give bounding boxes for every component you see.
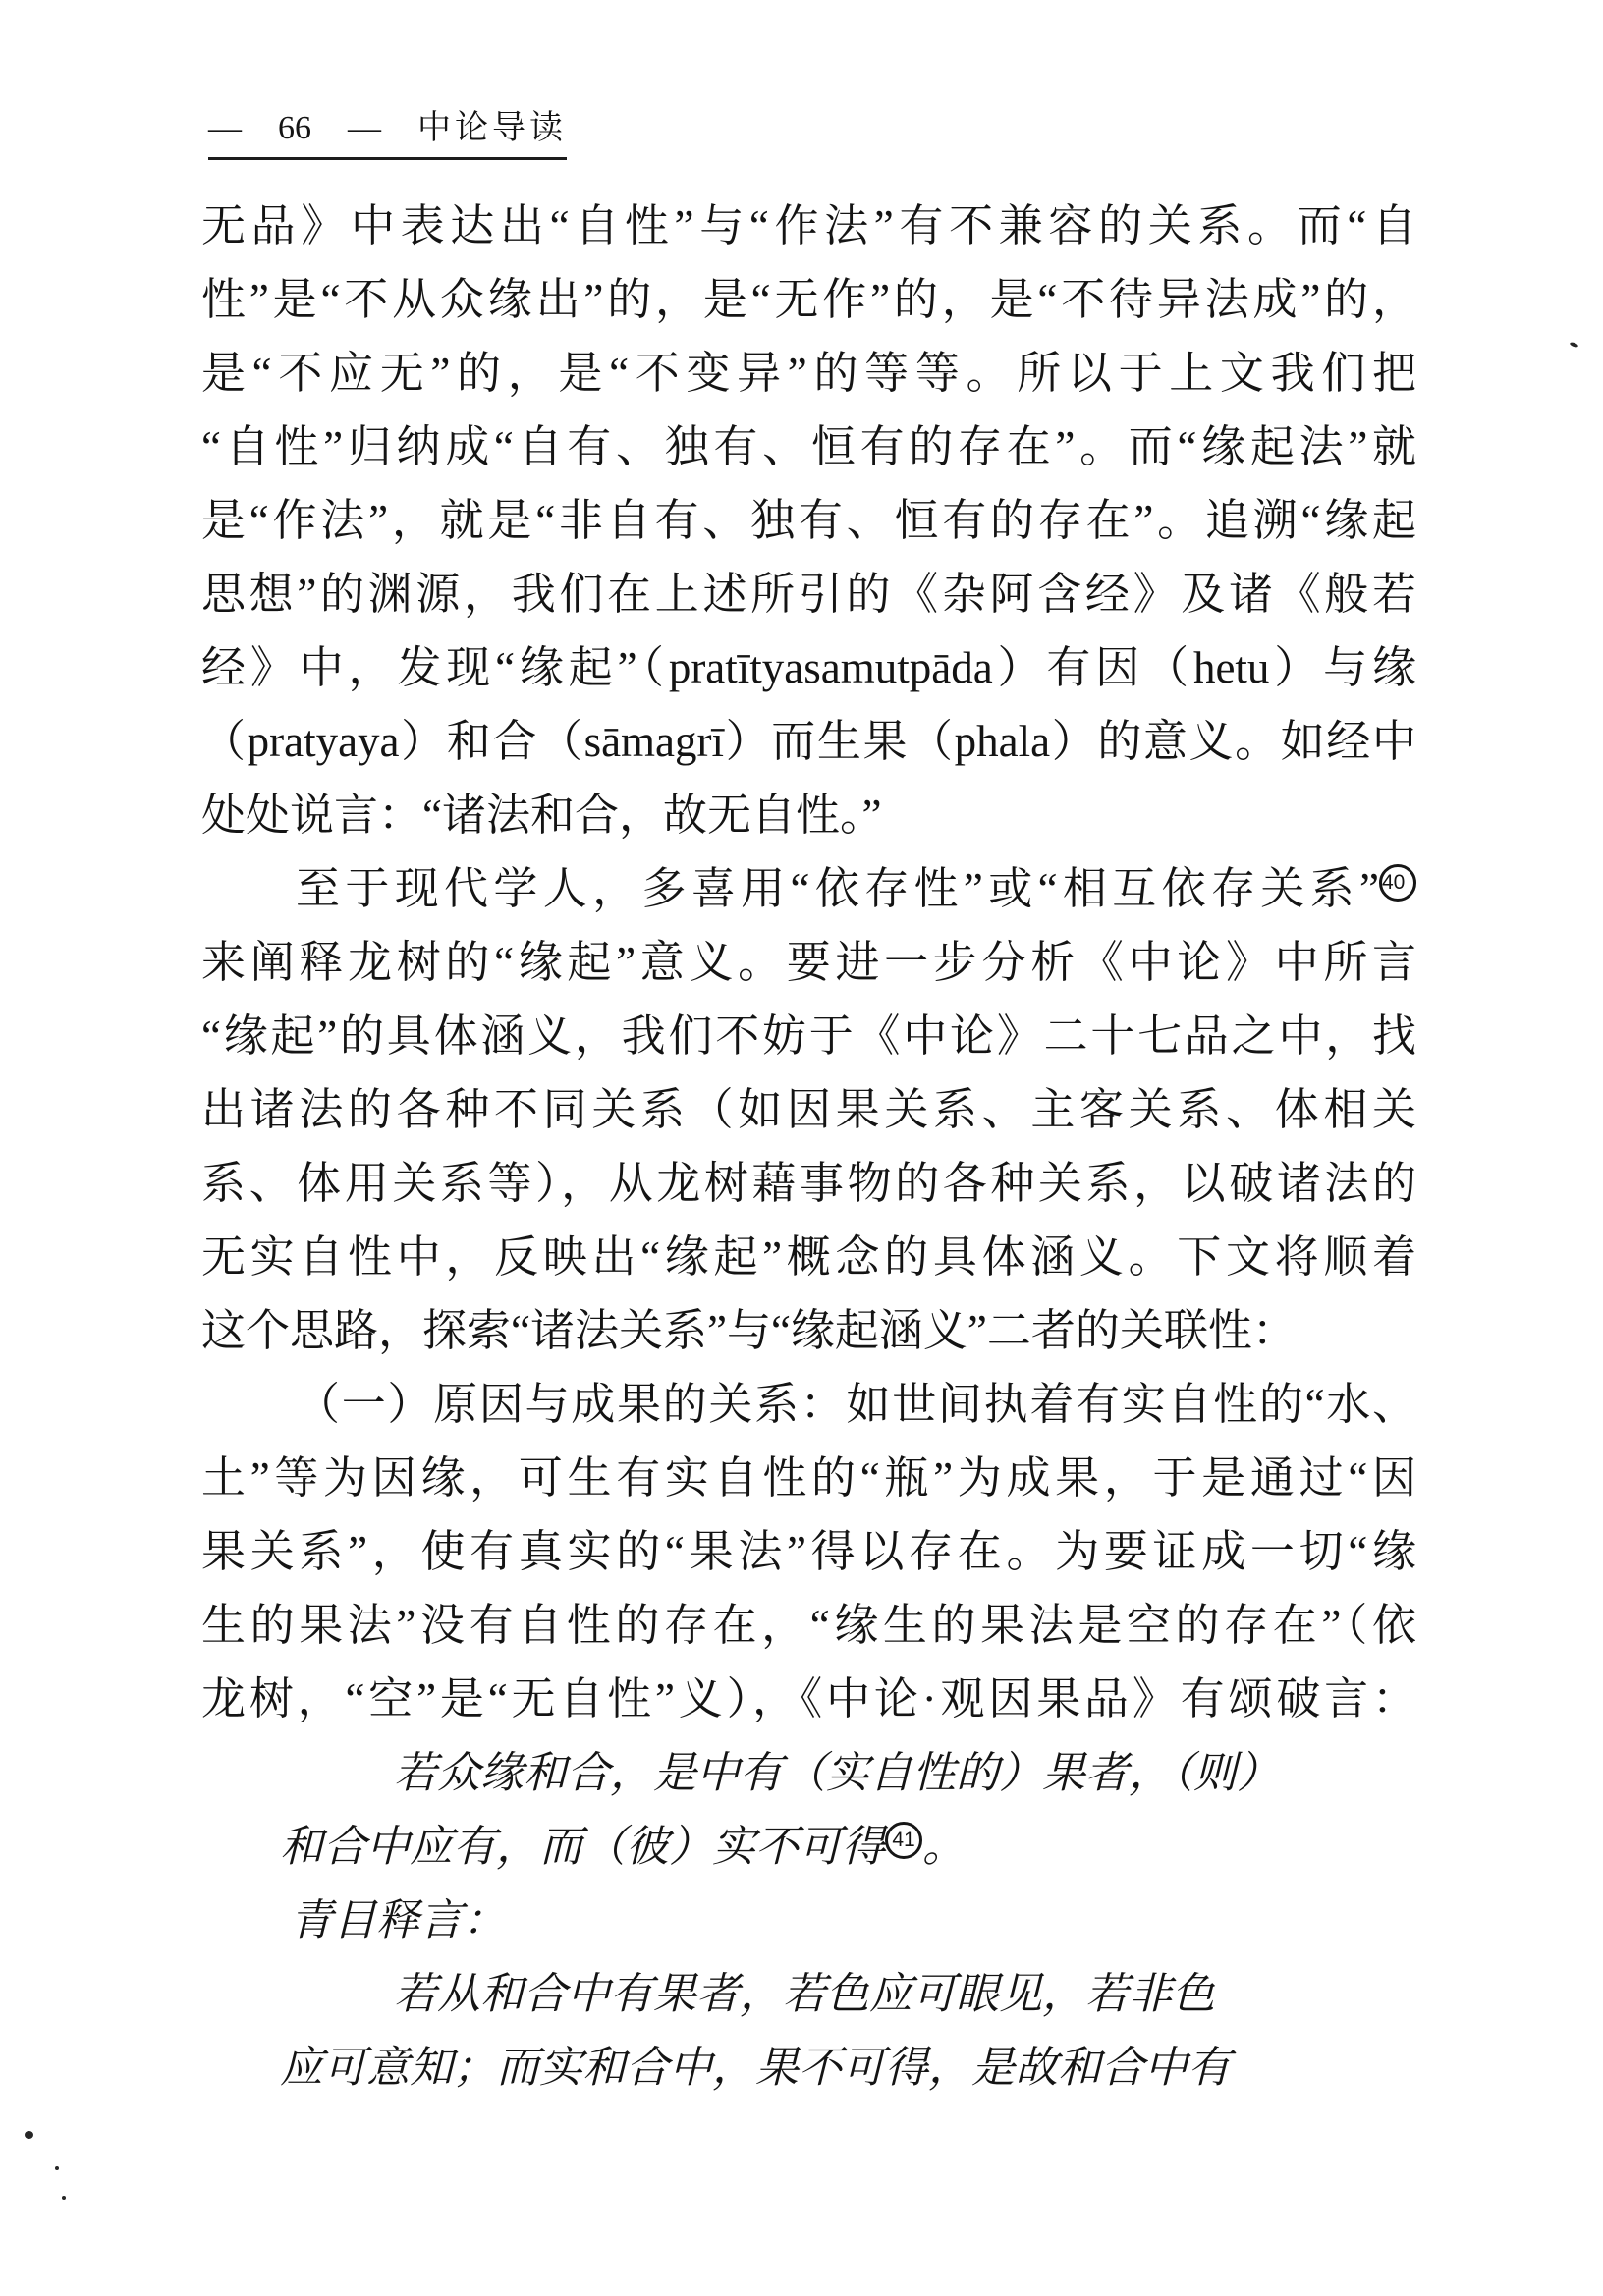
verse-line: 应可意知；而实和合中，果不可得，是故和合中有	[280, 2044, 1231, 2092]
scan-speck	[62, 2196, 66, 2200]
body-line-text: 至于现代学人，多喜用“依存性”或“相互依存关系”	[296, 864, 1379, 913]
page-body	[201, 190, 1416, 2105]
running-header	[208, 100, 567, 160]
paragraph-start-line: （一）原因与成果的关系：如世间执着有实自性的“水、	[296, 1380, 1416, 1429]
paragraph-start-line	[201, 852, 1416, 926]
body-line: 经》中，发现“缘起”（pratītyasamutpāda）有因（hetu）与缘	[201, 643, 1416, 692]
body-line: 果关系”，使有真实的“果法”得以存在。为要证成一切“缘	[201, 1527, 1416, 1576]
body-line: 是“作法”，就是“非自有、独有、恒有的存在”。追溯“缘起	[201, 496, 1416, 545]
verse-line	[280, 1810, 1416, 1884]
body-line: （pratyaya）和合（sāmagrī）而生果（phala）的意义。如经中	[201, 717, 1416, 766]
body-line: 性”是“不从众缘出”的，是“无作”的，是“不待异法成”的，	[201, 275, 1416, 324]
verse-line: 若众缘和合，是中有（实自性的）果者，（则）	[394, 1749, 1280, 1797]
footnote-mark-41: 41	[885, 1822, 922, 1859]
verse-line-tail: 。	[922, 1823, 966, 1871]
commentator-line: 青目释言：	[290, 1896, 506, 1944]
body-line: 思想”的渊源，我们在上述所引的《杂阿含经》及诸《般若	[201, 570, 1416, 619]
body-line: 生的果法”没有自性的存在，“缘生的果法是空的存在”（依	[201, 1601, 1416, 1650]
verse-line: 若从和合中有果者，若色应可眼见，若非色	[394, 1970, 1215, 2018]
body-line: 来阐释龙树的“缘起”意义。要进一步分析《中论》中所言	[201, 938, 1416, 987]
body-line: 龙树，“空”是“无自性”义），《中论·观因果品》有颂破言：	[201, 1674, 1416, 1723]
body-line: 出诸法的各种不同关系（如因果关系、主客关系、体相关	[201, 1085, 1416, 1134]
body-line: “缘起”的具体涵义，我们不妨于《中论》二十七品之中，找	[201, 1011, 1416, 1061]
header-book-title: 中论导读	[417, 110, 567, 146]
body-line: “自性”归纳成“自有、独有、恒有的存在”。而“缘起法”就	[201, 422, 1416, 471]
scan-speck	[25, 2131, 33, 2139]
body-line: 系、体用关系等），从龙树藉事物的各种关系，以破诸法的	[201, 1159, 1416, 1208]
body-line: 无实自性中，反映出“缘起”概念的具体涵义。下文将顺着	[201, 1232, 1416, 1282]
body-line-paragraph-end: 这个思路，探索“诸法关系”与“缘起涵义”二者的关联性：	[201, 1306, 1297, 1355]
header-page-number: 66	[278, 110, 311, 146]
body-line: 土”等为因缘，可生有实自性的“瓶”为成果，于是通过“因	[201, 1453, 1416, 1503]
header-dash-right: —	[348, 110, 381, 146]
footnote-mark-40: 40	[1379, 864, 1416, 902]
header-dash-left: —	[208, 110, 242, 146]
body-line: 无品》中表达出“自性”与“作法”有不兼容的关系。而“自	[201, 201, 1416, 250]
scan-speck	[55, 2166, 59, 2170]
verse-line-text: 和合中应有，而（彼）实不可得	[280, 1823, 885, 1871]
scan-speck	[1570, 342, 1579, 349]
body-line-paragraph-end: 处处说言：“诸法和合，故无自性。”	[201, 791, 882, 840]
body-line: 是“不应无”的，是“不变异”的等等。所以于上文我们把	[201, 349, 1416, 398]
